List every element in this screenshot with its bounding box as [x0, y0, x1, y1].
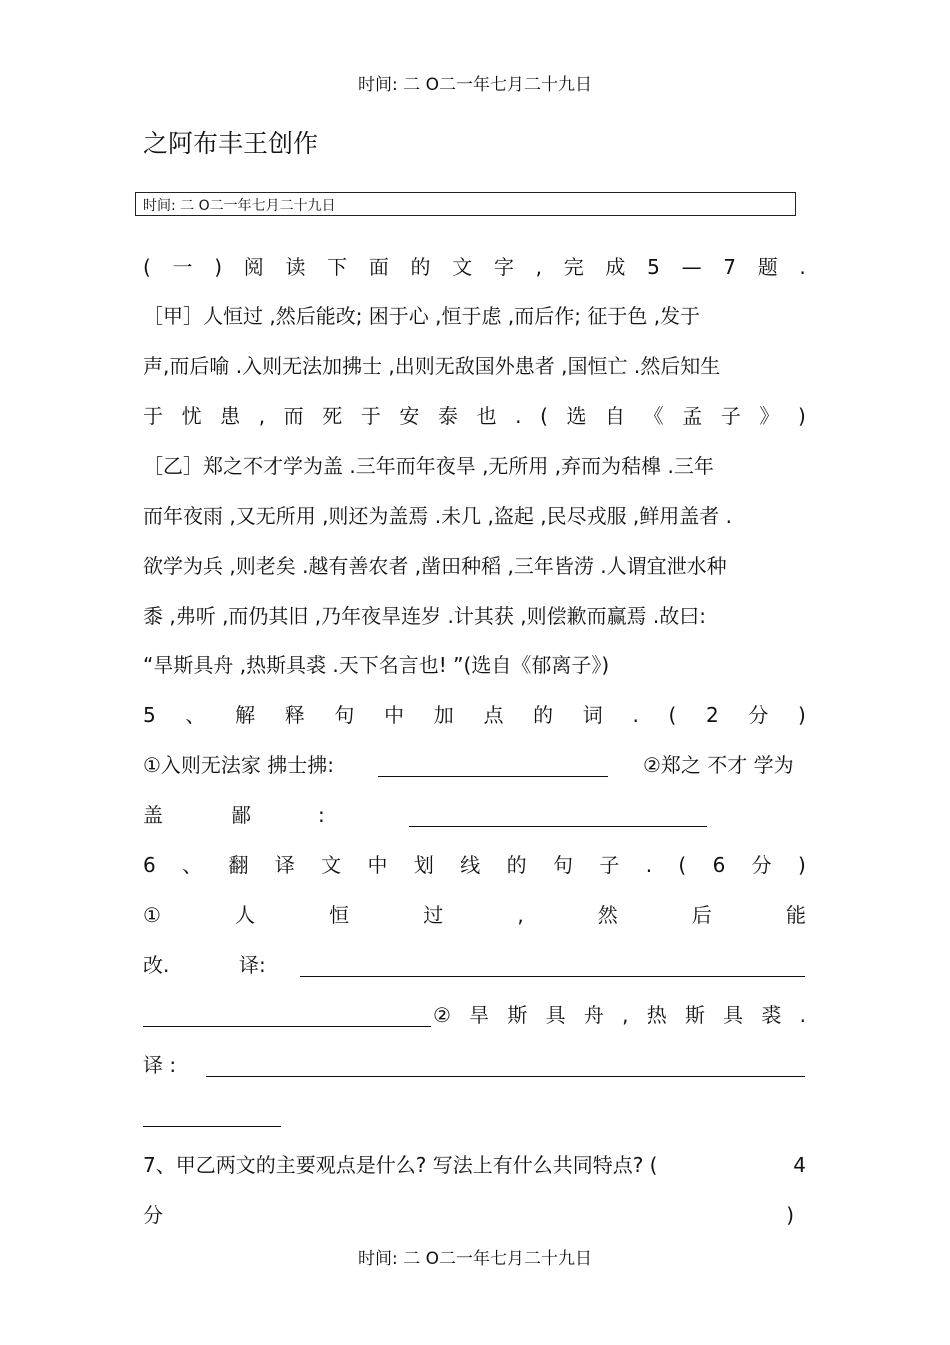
question-7	[143, 1140, 806, 1190]
line-1-char: 面	[368, 255, 389, 279]
line-1-char: 题	[757, 255, 778, 279]
q5-colon: :	[318, 803, 325, 827]
line-1-char: .	[799, 255, 806, 279]
line-4-char: 自	[605, 404, 626, 428]
question-6-char: )	[798, 853, 806, 877]
q6-sentence-2-char: 斯	[684, 1003, 705, 1027]
q6-item-2-answer-field[interactable]	[206, 1040, 805, 1077]
q6-sentence-2-char: 具	[723, 1003, 744, 1027]
line-4	[143, 391, 806, 441]
question-6-char: 翻	[228, 853, 249, 877]
question-5-char: 5	[143, 703, 156, 727]
question-5	[143, 690, 806, 740]
line-1	[143, 242, 806, 292]
date-box-text: 时间: 二 O二一年七月二十九日	[143, 198, 336, 214]
question-6-char: 、	[182, 853, 203, 877]
line-4-char: 忧	[181, 404, 202, 428]
question-5-char: (	[668, 703, 677, 727]
q6-item-1-answer-field[interactable]	[300, 940, 805, 977]
question-7-row-2	[143, 1190, 806, 1240]
question-6-char: 句	[552, 853, 573, 877]
line-4-char: 孟	[682, 404, 703, 428]
q6-sentence-2-char: 斯	[507, 1003, 528, 1027]
line-1-char: 文	[452, 255, 473, 279]
line-1-char: 阅	[243, 255, 264, 279]
q6-item-1-row	[143, 940, 806, 990]
line-4-char: 》	[759, 404, 780, 428]
line-1-char: 5	[647, 255, 660, 279]
q6-sentence-1-char: ,	[517, 903, 524, 927]
q6-sentence-1-char: 过	[423, 903, 444, 927]
line-4-char: ,	[258, 404, 266, 428]
q6-item-1-answer-continuation[interactable]	[143, 990, 431, 1027]
question-7-close-paren: )	[786, 1203, 794, 1227]
line-1-char: 完	[563, 255, 584, 279]
question-5-char: 中	[384, 703, 405, 727]
q5-word-1: 盖	[143, 803, 163, 827]
question-5-char: 点	[483, 703, 504, 727]
line-4-char: 于	[143, 404, 163, 428]
page-header: 时间: 二 O二一年七月二十九日	[358, 75, 592, 95]
q6-sentence-1-char: 人	[235, 903, 256, 927]
question-5-char: 加	[433, 703, 454, 727]
q6-word-gai: 改.	[143, 953, 170, 977]
q5-item-2-label: ②郑之 不才 学为	[643, 753, 794, 777]
question-6-char: 线	[460, 853, 481, 877]
line-4-char: .	[515, 404, 522, 428]
line-4-char: 而	[283, 404, 304, 428]
question-5-char: 分	[748, 703, 769, 727]
q6-sentence-2-char: 舟	[583, 1003, 604, 1027]
line-8: 黍 ,弗听 ,而仍其旧 ,乃年夜旱连岁 .计其获 ,则偿歉而赢焉 .故曰:	[143, 604, 707, 628]
question-6-char: 文	[321, 853, 342, 877]
question-5-char: 词	[582, 703, 603, 727]
question-5-char: .	[632, 703, 639, 727]
line-1-char: 的	[410, 255, 431, 279]
line-4-char: 于	[360, 404, 381, 428]
line-4-char: 死	[322, 404, 343, 428]
line-4-char: (	[540, 404, 548, 428]
q6-sentence-1-char: 后	[691, 903, 712, 927]
question-6-char: 6	[712, 853, 726, 877]
q6-sentence-1-char: 能	[785, 903, 806, 927]
q5-item-row	[143, 740, 806, 790]
question-7-score: 4	[793, 1153, 806, 1177]
doc-title: 之阿布丰王创作	[143, 129, 319, 158]
line-4-char: 安	[399, 404, 420, 428]
q5-item-2-row	[143, 790, 806, 840]
question-6-char: 6	[143, 853, 156, 877]
q6-sentence-2-char: 旱	[469, 1003, 490, 1027]
line-4-char: )	[797, 404, 806, 428]
question-6-char: 中	[367, 853, 388, 877]
line-4-char: 选	[566, 404, 587, 428]
q5-item-2-answer-field[interactable]	[409, 790, 707, 827]
question-6-char: 的	[506, 853, 527, 877]
question-5-char: )	[798, 703, 806, 727]
line-1-char: 字	[493, 255, 514, 279]
line-1-char: 下	[327, 255, 348, 279]
line-1-char: 读	[285, 255, 306, 279]
q6-sentence-1-char: ①	[143, 903, 161, 927]
q5-word-2: 鄙	[231, 803, 251, 827]
question-6-char: 分	[751, 853, 772, 877]
q6-sentence-1-char: 恒	[329, 903, 350, 927]
line-1-char: )	[214, 255, 223, 279]
q6-item-2-answer-continuation-row	[143, 1090, 806, 1140]
question-5-char: 、	[185, 703, 206, 727]
page-footer: 时间: 二 O二一年七月二十九日	[358, 1249, 592, 1269]
line-1-char: 7	[723, 255, 736, 279]
line-1-char: 成	[605, 255, 626, 279]
question-5-char: 的	[533, 703, 554, 727]
q6-item-2-answer-continuation[interactable]	[143, 1090, 281, 1127]
q6-sentence-1	[143, 890, 806, 940]
line-4-char: 也	[476, 404, 497, 428]
line-4-char: 子	[720, 404, 741, 428]
question-6-char: (	[678, 853, 687, 877]
date-box	[135, 192, 796, 216]
q6-sentence-2-char: 具	[545, 1003, 566, 1027]
question-6-char: .	[645, 853, 653, 877]
line-7: 欲学为兵 ,则老矣 .越有善农者 ,凿田种稻 ,三年皆涝 .人谓宜泄水种	[143, 554, 727, 578]
line-4-char: 《	[643, 404, 664, 428]
line-4-char: 患	[220, 404, 241, 428]
line-9: “旱斯具舟 ,热斯具裘 .天下名言也! ”(选自《郁离子》)	[143, 653, 610, 677]
q5-item-1-answer-field[interactable]	[378, 740, 608, 777]
line-5: ［乙］郑之不才学为盖 .三年而年夜旱 ,无所用 ,弃而为秸橰 .三年	[143, 454, 714, 478]
q6-item-2-answer-row	[143, 1040, 806, 1090]
q6-sentence-1-char: 然	[597, 903, 618, 927]
line-2: ［甲］人恒过 ,然后能改; 困于心 ,恒于虑 ,而后作; 征于色 ,发于	[143, 304, 701, 328]
line-1-char: (	[143, 255, 151, 279]
question-5-char: 释	[284, 703, 305, 727]
line-1-char: ,	[535, 255, 543, 279]
question-6-char: 译	[274, 853, 295, 877]
q6-sentence-2-char: 裘	[761, 1003, 782, 1027]
q6-sentence-2-char: ②	[433, 1003, 451, 1027]
line-4-char: 泰	[437, 404, 458, 428]
line-1-char: —	[681, 255, 702, 279]
question-6-char: 子	[599, 853, 620, 877]
q6-translate-label-1: 译:	[239, 953, 266, 977]
line-3: 声,而后喻 .入则无法加拂士 ,出则无敌国外患者 ,国恒亡 .然后知生	[143, 354, 721, 378]
line-6: 而年夜雨 ,又无所用 ,则还为盖焉 .未几 ,盗起 ,民尽戎服 ,鲜用盖者 .	[143, 504, 733, 528]
q6-translate-label-2: 译 :	[143, 1053, 177, 1077]
question-5-char: 句	[334, 703, 355, 727]
question-6	[143, 840, 806, 890]
question-5-char: 解	[235, 703, 256, 727]
line-1-char: 一	[172, 255, 193, 279]
question-7-score-unit: 分	[143, 1203, 163, 1227]
question-5-char: 2	[705, 703, 719, 727]
q6-item-2-row	[143, 990, 806, 1040]
question-7-text: 7、甲乙两文的主要观点是什么? 写法上有什么共同特点? (	[143, 1153, 658, 1177]
q6-sentence-2-char: .	[799, 1003, 806, 1027]
q5-item-1-label: ①入则无法家 拂士拂:	[143, 753, 335, 777]
question-6-char: 划	[413, 853, 434, 877]
q6-sentence-2	[433, 990, 806, 1040]
q6-sentence-2-char: 热	[646, 1003, 667, 1027]
q6-sentence-2-char: ,	[622, 1003, 629, 1027]
